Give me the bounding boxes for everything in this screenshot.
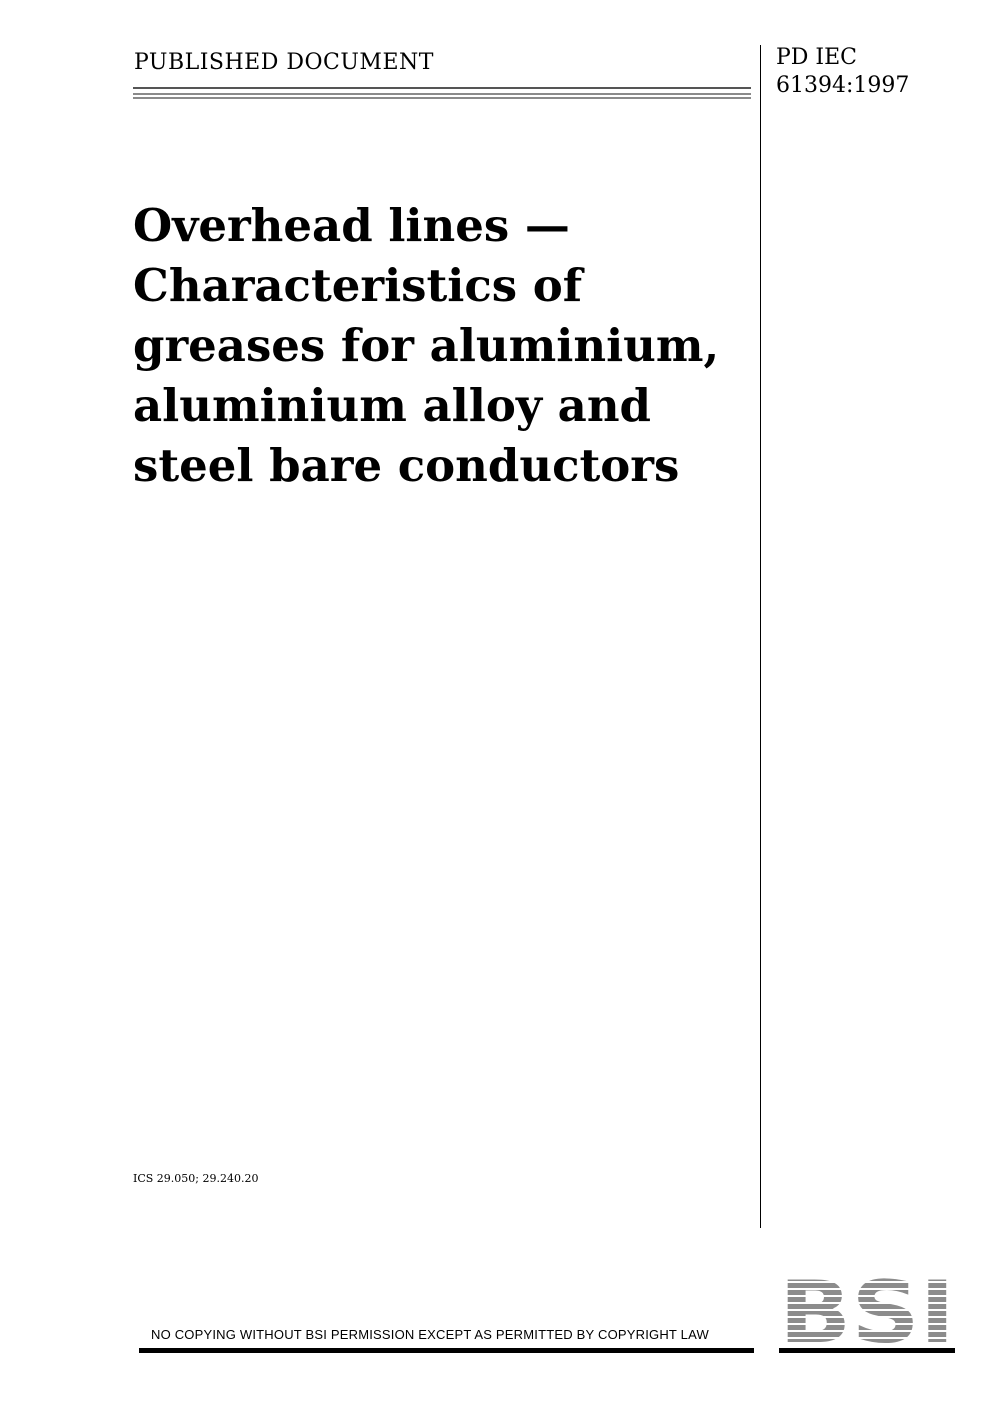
document-reference-line: PD IEC [776,45,858,70]
document-type-label: PUBLISHED DOCUMENT [134,50,434,75]
document-reference [776,44,909,100]
ics-code: ICS 29.050; 29.240.20 [133,1172,259,1185]
bsi-logo [779,1276,955,1346]
title-line: Overhead lines — [133,199,570,252]
document-title [133,196,753,496]
header-rule [133,97,751,99]
document-reference-line: 61394:1997 [776,73,910,98]
vertical-divider [760,45,761,1228]
header-rule [133,93,751,95]
title-line: steel bare conductors [133,439,680,492]
title-line: aluminium alloy and [133,379,652,432]
footer-rule [139,1348,754,1353]
title-line: greases for aluminium, [133,319,720,372]
title-line: Characteristics of [133,259,583,312]
header-rule [133,87,751,89]
logo-underline [779,1348,955,1353]
copyright-notice: NO COPYING WITHOUT BSI PERMISSION EXCEPT AS PERMITTED BY COPYRIGHT LAW [151,1327,709,1342]
